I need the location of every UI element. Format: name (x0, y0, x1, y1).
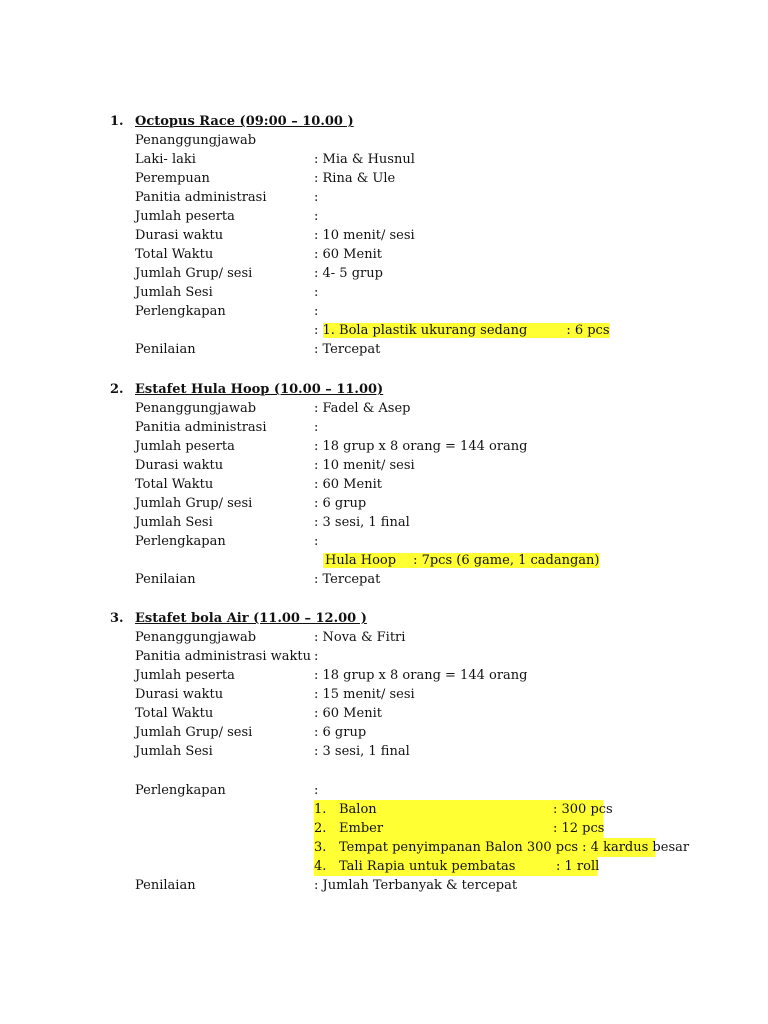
row-label: Total Waktu (135, 477, 214, 492)
row-label: Perlengkapan (135, 304, 226, 319)
equipment-prefix: : (314, 323, 323, 338)
equipment-row (0, 838, 768, 857)
info-row (0, 628, 768, 647)
equipment-qty: : 6 pcs (566, 323, 610, 338)
info-row (0, 685, 768, 704)
row-label: Penilaian (135, 342, 196, 357)
row-value: : (314, 190, 319, 205)
row-label: Jumlah peserta (135, 668, 235, 683)
row-value: : (314, 209, 319, 224)
perlengkapan-row (0, 781, 768, 800)
row-label: Jumlah Sesi (135, 744, 213, 759)
row-label: Durasi waktu (135, 458, 224, 473)
info-row (0, 494, 768, 513)
equipment-text: Tempat penyimpanan Balon 300 pcs : 4 kardus besar (339, 840, 690, 855)
row-value: : 60 Menit (314, 477, 382, 492)
row-value: : 15 menit/ sesi (314, 687, 415, 702)
info-row (0, 283, 768, 302)
section-title-text: Estafet bola Air (11.00 – 12.00 ) (135, 611, 367, 626)
equipment-highlight (323, 553, 599, 568)
row-label: Panitia administrasi (135, 420, 267, 435)
section-title (110, 609, 367, 628)
row-value: : 4- 5 grup (314, 266, 383, 281)
section-number: 2. (110, 382, 124, 397)
equipment-row (0, 857, 768, 876)
info-row (0, 513, 768, 532)
info-row (0, 150, 768, 169)
info-row (0, 647, 768, 666)
equipment-qty: : 7pcs (6 game, 1 cadangan) (413, 553, 600, 568)
row-label: Jumlah Sesi (135, 285, 213, 300)
row-label: Perempuan (135, 171, 210, 186)
row-label: Perlengkapan (135, 534, 226, 549)
equipment-number: 2. (314, 821, 327, 836)
section-title-text: Estafet Hula Hoop (10.00 – 11.00) (135, 382, 384, 397)
row-value: : (314, 304, 319, 319)
row-value: : 18 grup x 8 orang = 144 orang (314, 668, 528, 683)
row-label: Panitia administrasi (135, 190, 267, 205)
row-label: Durasi waktu (135, 687, 224, 702)
section-title (110, 112, 378, 131)
info-row (0, 245, 768, 264)
info-row (0, 418, 768, 437)
row-label: Penanggungjawab (135, 133, 257, 148)
row-value: : Tercepat (314, 342, 381, 357)
row-label: Jumlah Grup/ sesi (135, 496, 253, 511)
info-row (0, 456, 768, 475)
info-row (0, 666, 768, 685)
equipment-row (0, 321, 768, 340)
info-row (0, 207, 768, 226)
row-label: Jumlah Grup/ sesi (135, 266, 253, 281)
row-label: Jumlah Sesi (135, 515, 213, 530)
info-row (0, 704, 768, 723)
equipment-item (314, 857, 600, 876)
row-label: Laki- laki (135, 152, 196, 167)
equipment-highlight (323, 323, 610, 338)
row-value: : 60 Menit (314, 247, 382, 262)
row-label: Total Waktu (135, 247, 214, 262)
section-title (110, 380, 383, 399)
equipment-text: Ember (339, 821, 384, 836)
equipment-number: 4. (314, 859, 327, 874)
row-label: Penanggungjawab (135, 401, 257, 416)
row-label: Penilaian (135, 878, 196, 893)
row-label: Perlengkapan (135, 783, 226, 798)
row-value: : Mia & Husnul (314, 152, 415, 167)
section-number: 1. (110, 114, 124, 129)
section-number: 3. (110, 611, 124, 626)
row-value: : Nova & Fitri (314, 630, 406, 645)
info-row (0, 532, 768, 551)
penilaian-row (0, 876, 768, 895)
equipment-item (314, 800, 613, 819)
info-row (0, 226, 768, 245)
info-row (0, 475, 768, 494)
row-label: Jumlah Grup/ sesi (135, 725, 253, 740)
row-label: Jumlah peserta (135, 209, 235, 224)
row-value: : (314, 783, 319, 798)
row-value: : 6 grup (314, 496, 367, 511)
row-value: : Fadel & Asep (314, 401, 411, 416)
row-value: : Rina & Ule (314, 171, 396, 186)
penilaian-row (0, 340, 768, 359)
equipment-item (314, 321, 610, 340)
row-value: : 10 menit/ sesi (314, 228, 415, 243)
row-value: : 3 sesi, 1 final (314, 744, 410, 759)
info-row (0, 131, 768, 150)
row-value: : 3 sesi, 1 final (314, 515, 410, 530)
equipment-qty: : 12 pcs (553, 821, 605, 836)
row-value: : Tercepat (314, 572, 381, 587)
equipment-item (323, 551, 599, 570)
row-value: : Jumlah Terbanyak & tercepat (314, 878, 518, 893)
row-value: : 60 Menit (314, 706, 382, 721)
row-value: : (314, 420, 319, 435)
equipment-text: Balon (339, 802, 377, 817)
row-value: : (314, 534, 319, 549)
row-value: : (314, 649, 319, 664)
equipment-item (314, 838, 690, 857)
equipment-item (314, 819, 603, 838)
row-label: Penanggungjawab (135, 630, 257, 645)
row-label: Jumlah peserta (135, 439, 235, 454)
equipment-text: Hula Hoop (325, 553, 397, 568)
equipment-row (0, 819, 768, 838)
info-row (0, 399, 768, 418)
row-label: Durasi waktu (135, 228, 224, 243)
equipment-text: 1. Bola plastik ukurang sedang (322, 323, 528, 338)
info-row (0, 264, 768, 283)
penilaian-row (0, 570, 768, 589)
info-row (0, 437, 768, 456)
equipment-number: 3. (314, 840, 327, 855)
equipment-qty: : 1 roll (556, 859, 600, 874)
row-label: Total Waktu (135, 706, 214, 721)
row-label: Panitia administrasi waktu (135, 649, 311, 664)
section-title-text: Octopus Race (09:00 – 10.00 ) (135, 114, 354, 129)
info-row (0, 723, 768, 742)
row-value: : 10 menit/ sesi (314, 458, 415, 473)
equipment-number: 1. (314, 802, 327, 817)
row-value: : 6 grup (314, 725, 367, 740)
info-row (0, 188, 768, 207)
row-value: : 18 grup x 8 orang = 144 orang (314, 439, 528, 454)
row-label: Penilaian (135, 572, 196, 587)
info-row (0, 302, 768, 321)
equipment-qty: : 300 pcs (553, 802, 613, 817)
info-row (0, 742, 768, 761)
equipment-text: Tali Rapia untuk pembatas (339, 859, 516, 874)
equipment-row (0, 551, 768, 570)
equipment-row (0, 800, 768, 819)
info-row (0, 169, 768, 188)
row-value: : (314, 285, 319, 300)
